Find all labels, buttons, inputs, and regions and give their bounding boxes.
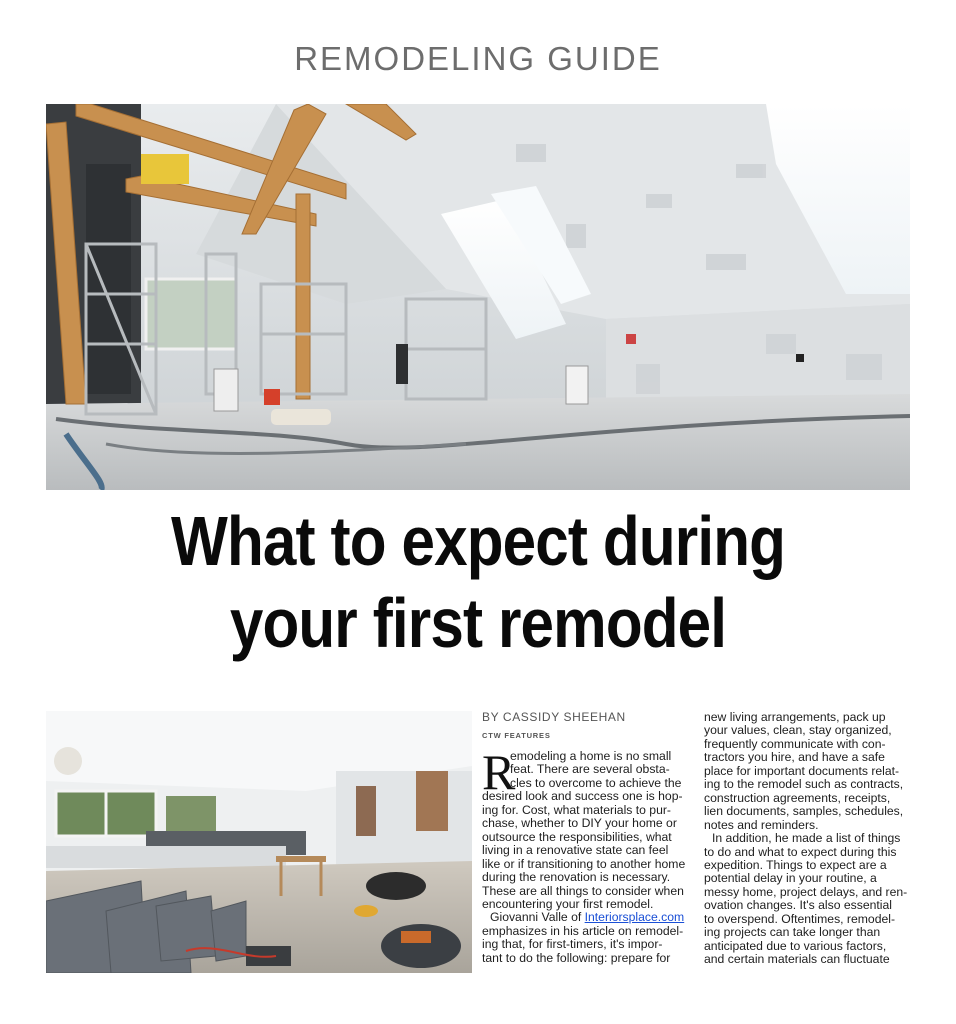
article-column-2 (704, 711, 910, 967)
article-line: ing for. Cost, what materials to pur- (482, 803, 671, 817)
article-column-1 (482, 744, 688, 965)
headline-line-2: your first remodel (229, 584, 727, 662)
article-line: anticipated due to various factors, (704, 939, 887, 953)
hero-photo (46, 104, 910, 490)
article-line: ing that, for first-timers, it's impor- (482, 938, 663, 952)
article-line: like or if transitioning to another home (482, 857, 686, 871)
article-line: emphasizes in his article on remodel- (482, 924, 684, 938)
article-line: lien documents, samples, schedules, (704, 805, 904, 819)
article-line: expedition. Things to expect are a (704, 858, 887, 872)
headline (93, 500, 864, 664)
article-line: In addition, he made a list of things (712, 832, 901, 846)
article-line: notes and reminders. (704, 818, 819, 832)
article-line: to overspend. Oftentimes, remodel- (704, 912, 896, 926)
agency-credit: CTW FEATURES (482, 731, 551, 740)
article-line: These are all things to consider when (482, 884, 684, 898)
article-line: ovation changes. It's also essential (704, 899, 892, 913)
article-line: place for important documents relat- (704, 764, 900, 778)
article-line: potential delay in your routine, a (704, 872, 877, 886)
article-line: during the renovation is necessary. (482, 871, 671, 885)
article-line: frequently communicate with con- (704, 737, 886, 751)
article-line: messy home, project delays, and ren- (704, 885, 908, 899)
headline-line-1: What to expect during (170, 502, 786, 580)
article-line: feat. There are several obsta- (510, 763, 670, 777)
article-line: tant to do the following: prepare for (482, 951, 671, 965)
article-text: Giovanni Valle of (490, 911, 585, 925)
article-line: outsource the responsibilities, what (482, 830, 672, 844)
article-line (482, 911, 688, 924)
article-line: ing projects can take longer than (704, 926, 881, 940)
article-line: construction agreements, receipts, (704, 791, 891, 805)
article-line: tractors you hire, and have a safe (704, 751, 885, 765)
article-line: emodeling a home is no small (510, 750, 672, 763)
article-line: ing to the remodel such as contracts, (704, 778, 904, 792)
byline: BY CASSIDY SHEEHAN (482, 710, 626, 724)
article-line: desired look and success one is hop- (482, 790, 683, 804)
kitchen-photo (46, 711, 472, 973)
article-line: encountering your first remodel. (482, 897, 654, 911)
article-line: living in a renovative state can feel (482, 844, 669, 858)
interiorsplace-link[interactable]: Interiorsplace.com (584, 911, 685, 925)
article-line: chase, whether to DIY your home or (482, 817, 677, 831)
article-line: to do and what to expect during this (704, 845, 897, 859)
article-line: cles to overcome to achieve the (510, 776, 682, 790)
drop-cap: R (482, 744, 516, 800)
article-line: your values, clean, stay organized, (704, 724, 892, 738)
section-title: REMODELING GUIDE (294, 40, 662, 77)
article-line: and certain materials can fluctuate (704, 953, 890, 967)
article-line: new living arrangements, pack up (704, 711, 886, 724)
